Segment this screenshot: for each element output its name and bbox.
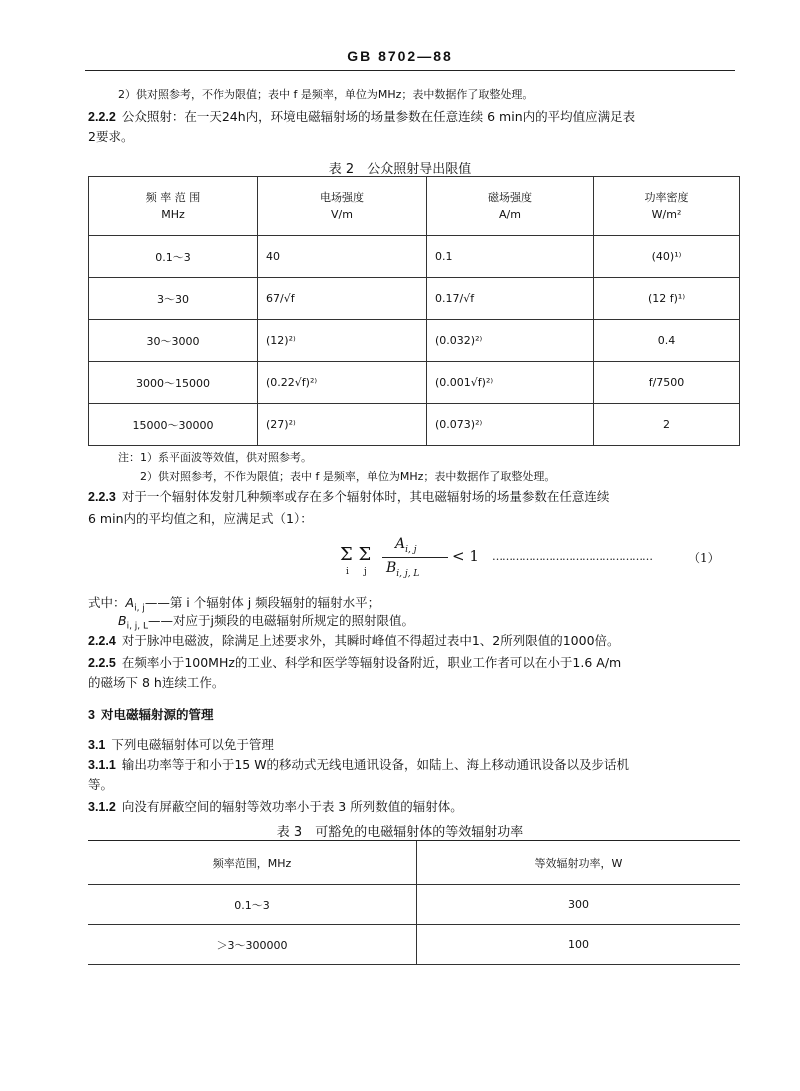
section-number: 3.1 <box>88 738 106 752</box>
section-2-2-3-cont: 6 min内的平均值之和，应满足式（1）： <box>88 511 313 526</box>
table-cell: 3000～15000 <box>89 362 258 404</box>
section-number: 2.2.3 <box>88 490 116 504</box>
header-unit: A/m <box>499 208 521 221</box>
table-cell: 0.1～3 <box>88 885 417 925</box>
section-text: 在频率小于100MHz的工业、科学和医学等辐射设备附近，职业工作者可以在小于1.6 A/m <box>121 655 622 670</box>
table2-header-cell <box>258 177 427 236</box>
table-row <box>89 362 740 404</box>
equation-number: （1） <box>688 551 720 565</box>
table-cell: (27)²⁾ <box>258 404 427 446</box>
symbol-a-sub: i, j <box>134 603 145 614</box>
table-cell: (12)²⁾ <box>258 320 427 362</box>
table3-header-cell: 等效辐射功率，W <box>417 841 741 885</box>
section-3-1-1 <box>88 756 629 774</box>
chapter-3-heading <box>88 706 213 724</box>
note-top: 2）供对照参考，不作为限值；表中 f 是频率，单位为MHz；表中数据作了取整处理。 <box>118 88 534 101</box>
formula-denominator <box>386 560 419 579</box>
section-number: 2.2.2 <box>88 110 116 124</box>
table-cell: 3～30 <box>89 278 258 320</box>
formula-numerator <box>395 536 417 555</box>
section-text: 输出功率等于和小于15 W的移动式无线电通讯设备，如陆上、海上移动通讯设备以及步话机 <box>121 757 630 772</box>
sum-index-j: j <box>364 567 367 577</box>
section-2-2-2 <box>88 108 635 126</box>
formula-relation: < 1 <box>452 547 479 565</box>
section-text: 下列电磁辐射体可以免于管理 <box>111 737 274 752</box>
table2-note-2: 2）供对照参考，不作为限值；表中 f 是频率，单位为MHz；表中数据作了取整处理。 <box>140 470 556 483</box>
table-cell: 100 <box>417 925 741 965</box>
section-3-1-1-cont: 等。 <box>88 777 114 792</box>
table3-caption: 表 3 可豁免的电磁辐射体的等效辐射功率 <box>276 825 524 840</box>
table2 <box>88 176 740 446</box>
table-cell: 0.1 <box>427 236 594 278</box>
table-row <box>88 925 740 965</box>
denominator-subscript: i, j, L <box>396 568 420 579</box>
table-cell: f/7500 <box>594 362 740 404</box>
section-number: 2.2.5 <box>88 656 116 670</box>
chapter-number: 3 <box>88 708 95 722</box>
header-unit: W/m² <box>651 208 682 221</box>
table-cell: 40 <box>258 236 427 278</box>
table-cell: (0.032)²⁾ <box>427 320 594 362</box>
table-cell: 0.17/√f <box>427 278 594 320</box>
table2-header-cell <box>89 177 258 236</box>
section-number: 2.2.4 <box>88 634 116 648</box>
section-text: 公众照射：在一天24h内，环境电磁辐射场的场量参数在任意连续 6 min内的平均值应满足表 <box>121 109 636 124</box>
section-text: 向没有屏蔽空间的辐射等效功率小于表 3 所列数值的辐射体。 <box>121 799 463 814</box>
header-line: 电场强度 <box>320 191 364 204</box>
header-line: 磁场强度 <box>488 191 532 204</box>
section-number: 3.1.1 <box>88 758 116 772</box>
table-cell: 30～3000 <box>89 320 258 362</box>
section-text: 对于脉冲电磁波，除满足上述要求外，其瞬时峰值不得超过表中1、2所列限值的1000倍。 <box>121 633 620 648</box>
section-number: 3.1.2 <box>88 800 116 814</box>
section-2-2-3 <box>88 488 609 506</box>
symbol-a: A <box>125 595 135 610</box>
table2-caption: 表 2 公众照射导出限值 <box>328 162 472 177</box>
numerator-subscript: i, j <box>405 544 417 555</box>
section-2-2-5-cont: 的磁场下 8 h连续工作。 <box>88 675 225 690</box>
section-2-2-2-cont: 2要求。 <box>88 129 134 144</box>
table-cell: 300 <box>417 885 741 925</box>
table2-header-row <box>89 177 740 236</box>
numerator-symbol: A <box>395 536 406 552</box>
symbol-b: B <box>118 613 127 628</box>
standard-number-header: GB 8702—88 <box>347 48 453 64</box>
symbol-b-sub: i, j, L <box>126 621 149 632</box>
chapter-title: 对电磁辐射源的管理 <box>100 707 214 722</box>
table-cell: 0.1～3 <box>89 236 258 278</box>
table-row <box>89 320 740 362</box>
where-lead: 式中： <box>88 595 126 610</box>
table3-header-cell: 频率范围，MHz <box>88 841 417 885</box>
table-cell: (0.073)²⁾ <box>427 404 594 446</box>
table-cell: ＞3～300000 <box>88 925 417 965</box>
symbol-a-desc: ——第 i 个辐射体 j 频段辐射的辐射水平； <box>144 595 381 610</box>
table-row <box>89 236 740 278</box>
section-2-2-5 <box>88 654 621 672</box>
symbol-b-desc: ——对应于j频段的电磁辐射所规定的照射限值。 <box>148 613 415 628</box>
table-cell: (0.22√f)²⁾ <box>258 362 427 404</box>
table2-note-1: 注：1）系平面波等效值，供对照参考。 <box>118 451 312 464</box>
table2-header-cell <box>594 177 740 236</box>
section-2-2-4 <box>88 632 620 650</box>
section-3-1-2 <box>88 798 463 816</box>
section-3-1 <box>88 736 274 754</box>
header-line: 频 率 范 围 <box>145 191 201 204</box>
header-unit: V/m <box>331 208 353 221</box>
table-cell: (40)¹⁾ <box>594 236 740 278</box>
fraction-bar <box>382 557 448 558</box>
double-sum-symbol: Σ Σ <box>340 544 372 565</box>
header-unit: MHz <box>161 208 185 221</box>
table-cell: 67/√f <box>258 278 427 320</box>
table-cell: 0.4 <box>594 320 740 362</box>
header-rule <box>85 70 735 71</box>
table-cell: (12 f)¹⁾ <box>594 278 740 320</box>
denominator-symbol: B <box>386 560 397 576</box>
sum-index-i: i <box>346 567 349 577</box>
formula-leader-dots: ………………………………………… <box>492 550 652 563</box>
table-cell: 2 <box>594 404 740 446</box>
section-text: 对于一个辐射体发射几种频率或存在多个辐射体时，其电磁辐射场的场量参数在任意连续 <box>121 489 610 504</box>
table-row <box>89 404 740 446</box>
table3-header-row <box>88 841 740 885</box>
table3 <box>88 840 740 965</box>
table-row <box>89 278 740 320</box>
table2-header-cell <box>427 177 594 236</box>
table-cell: (0.001√f)²⁾ <box>427 362 594 404</box>
table-cell: 15000～30000 <box>89 404 258 446</box>
header-line: 功率密度 <box>644 191 689 204</box>
table-row <box>88 885 740 925</box>
